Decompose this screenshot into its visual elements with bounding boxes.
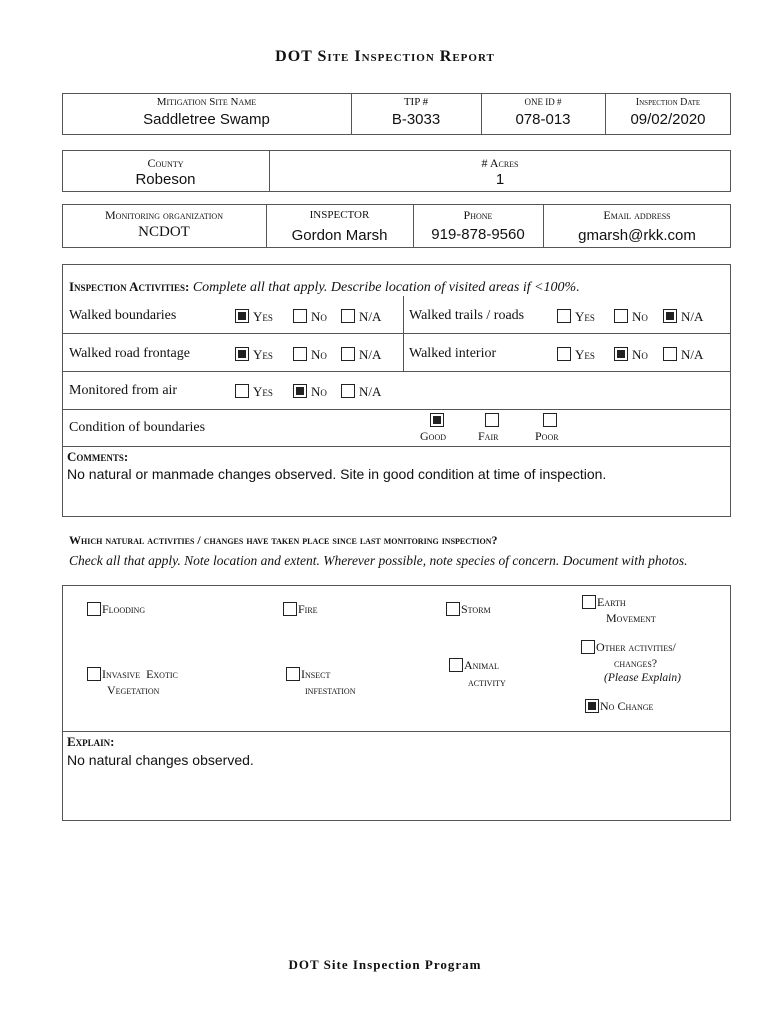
no-label: No [311, 309, 327, 324]
animal-activity-label: Animal [464, 658, 499, 672]
other-activities-checkbox[interactable] [581, 640, 595, 654]
phone-value: 919-878-9560 [431, 226, 525, 243]
walked-interior-yes-checkbox[interactable] [557, 347, 571, 361]
activities-heading: Inspection Activities: [69, 279, 190, 294]
site-name-value: Saddletree Swamp [143, 111, 270, 128]
insect-infestation-checkbox[interactable] [286, 667, 300, 681]
tip-value: B-3033 [391, 111, 441, 128]
road-frontage-no-checkbox[interactable] [293, 347, 307, 361]
from-air-yes-checkbox[interactable] [235, 384, 249, 398]
activities-instruction: Complete all that apply. Describe location of visited areas if <100%. [192, 280, 580, 295]
inspector-value: Gordon Marsh [291, 227, 388, 244]
na-label: N/A [681, 347, 704, 362]
yes-label: Yes [253, 347, 273, 362]
flooding-checkbox[interactable] [87, 602, 101, 616]
no-label: No [311, 384, 327, 399]
earth-movement-checkbox[interactable] [582, 595, 596, 609]
footer-text: DOT Site Inspection Program [288, 957, 482, 972]
acres-value: 1 [495, 171, 505, 188]
road-frontage-na-checkbox[interactable] [341, 347, 355, 361]
activity-label: Walked interior [409, 346, 497, 361]
insect-infestation-label-2: infestation [305, 683, 356, 697]
site-name-label: Mitigation Site Name [156, 96, 257, 108]
yes-label: Yes [575, 347, 595, 362]
activity-label: Monitored from air [69, 383, 178, 398]
email-label: Email address [603, 208, 671, 222]
na-label: N/A [359, 384, 382, 399]
insect-infestation-label: Insect [301, 667, 331, 681]
invasive-vegetation-label-2: Vegetation [107, 683, 160, 697]
inspection-date-value: 09/02/2020 [630, 111, 706, 128]
condition-poor-checkbox[interactable] [543, 413, 557, 427]
phone-label: Phone [463, 208, 493, 222]
condition-label: Condition of boundaries [69, 420, 206, 435]
storm-label: Storm [461, 602, 491, 616]
condition-poor-label: Poor [535, 429, 559, 443]
from-air-na-checkbox[interactable] [341, 384, 355, 398]
earth-movement-label: Earth [597, 595, 626, 609]
inspector-label: INSPECTOR [309, 209, 370, 221]
condition-fair-checkbox[interactable] [485, 413, 499, 427]
walked-interior-no-checkbox[interactable] [614, 347, 628, 361]
invasive-vegetation-label: Invasive Exotic [102, 667, 178, 681]
inspection-date-label: Inspection Date [635, 97, 701, 108]
no-label: No [632, 347, 648, 362]
comments-label: Comments: [67, 449, 129, 464]
acres-label: # Acres [481, 156, 519, 170]
flooding-label: Flooding [102, 602, 146, 616]
walked-interior-na-checkbox[interactable] [663, 347, 677, 361]
page-title: DOT Site Inspection Report [275, 48, 495, 65]
changes-instruction: Check all that apply. Note location and extent. Wherever possible, note species of concern. Document with photos. [69, 553, 688, 568]
fire-label: Fire [298, 602, 318, 616]
condition-good-label: Good [420, 429, 446, 443]
no-label: No [311, 347, 327, 362]
org-value: NCDOT [138, 224, 190, 240]
org-label: Monitoring organization [105, 208, 223, 222]
condition-fair-label: Fair [478, 429, 499, 443]
no-label: No [632, 309, 648, 324]
explain-label: Explain: [67, 734, 115, 749]
walked-boundaries-no-checkbox[interactable] [293, 309, 307, 323]
yes-label: Yes [253, 309, 273, 324]
na-label: N/A [359, 309, 382, 324]
na-label: N/A [681, 309, 704, 324]
other-activities-explain-note: (Please Explain) [604, 672, 681, 684]
walked-boundaries-yes-checkbox[interactable] [235, 309, 249, 323]
condition-good-checkbox[interactable] [430, 413, 444, 427]
walked-trails-na-checkbox[interactable] [663, 309, 677, 323]
earth-movement-label-2: Movement [606, 611, 656, 625]
activity-label: Walked trails / roads [409, 308, 525, 323]
no-change-checkbox[interactable] [585, 699, 599, 713]
other-activities-label-2: changes? [614, 656, 658, 670]
activity-label: Walked road frontage [69, 346, 190, 361]
other-activities-label: Other activities/ [596, 640, 676, 654]
county-value: Robeson [135, 171, 196, 188]
walked-trails-no-checkbox[interactable] [614, 309, 628, 323]
no-change-label: No Change [600, 699, 654, 713]
road-frontage-yes-checkbox[interactable] [235, 347, 249, 361]
county-label: County [147, 156, 184, 170]
email-value: gmarsh@rkk.com [578, 227, 696, 244]
yes-label: Yes [575, 309, 595, 324]
na-label: N/A [359, 347, 382, 362]
explain-value[interactable]: No natural changes observed. [67, 752, 254, 768]
yes-label: Yes [253, 384, 273, 399]
walked-trails-yes-checkbox[interactable] [557, 309, 571, 323]
from-air-no-checkbox[interactable] [293, 384, 307, 398]
fire-checkbox[interactable] [283, 602, 297, 616]
invasive-vegetation-checkbox[interactable] [87, 667, 101, 681]
activity-label: Walked boundaries [69, 308, 177, 323]
walked-boundaries-na-checkbox[interactable] [341, 309, 355, 323]
animal-activity-checkbox[interactable] [449, 658, 463, 672]
one-id-label: ONE ID # [524, 97, 562, 107]
storm-checkbox[interactable] [446, 602, 460, 616]
one-id-value: 078-013 [515, 111, 571, 128]
tip-label: TIP # [403, 96, 429, 108]
changes-heading: Which natural activities / changes have taken place since last monitoring inspection? [69, 533, 498, 547]
activities-heading-line [69, 279, 580, 296]
animal-activity-label-2: activity [468, 675, 506, 689]
comments-value[interactable]: No natural or manmade changes observed. Site in good condition at time of inspection. [67, 466, 607, 482]
